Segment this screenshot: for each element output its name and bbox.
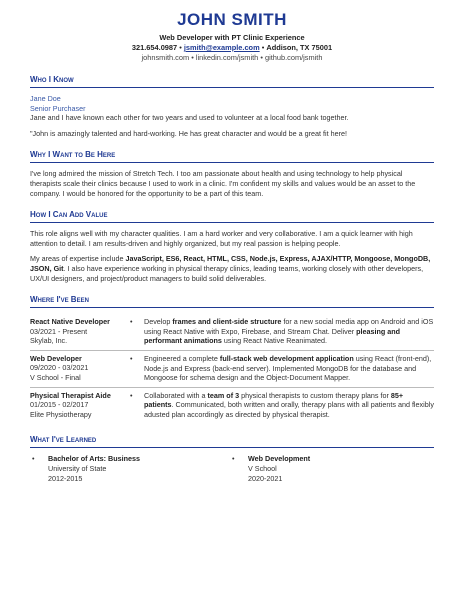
job-dates: 09/2020 - 03/2021 — [30, 363, 89, 373]
contact-line — [30, 43, 434, 53]
years: 2020-2021 — [248, 473, 283, 483]
job-dates: 01/2015 - 02/2017 — [30, 400, 89, 410]
job-entry — [30, 388, 434, 424]
job-entry — [30, 351, 434, 388]
value-paragraph-1: This role aligns well with my character qualities. I am a hard worker and very collaborative. I am a quick learner with high attention to detail. I am results-driven and highly organized, but my real passion is helping people. — [30, 229, 413, 248]
text: . Communicated, both written and orally, therapy plans with all patients and flexibly adusted plan accordingly as directed by physical therapist. — [144, 400, 434, 419]
section-title: What I've Learned — [30, 435, 434, 448]
job-entry — [30, 314, 434, 351]
highlight: team of 3 — [207, 390, 240, 400]
job-dates: 03/2021 - Present — [30, 326, 88, 336]
section-title: Why I Want to Be Here — [30, 150, 434, 163]
job-title: Physical Therapist Aide — [30, 390, 111, 400]
highlight: full-stack web development application — [219, 353, 354, 363]
text: using React Native Reanimated. — [221, 336, 327, 346]
resume-header — [30, 10, 434, 63]
section-title: Who I Know — [30, 75, 434, 88]
skills-list: JavaScript, ES6, React, HTML, CSS, Node.js, Express, AJAX/HTTP, Mongoose, MongoDB, JSON, Git — [30, 254, 431, 273]
section-title: How I Can Add Value — [30, 210, 434, 223]
email-link[interactable]: jsmith@example.com — [183, 43, 260, 52]
years: 2012-2015 — [48, 473, 83, 483]
text: physical therapists to custom therapy plans for — [239, 390, 391, 400]
separator: • — [259, 43, 267, 52]
reference-quote: "John is amazingly talented and hard-working. He has great character and would be a great fit here! — [30, 128, 347, 138]
bullet-icon: • — [130, 353, 133, 363]
separator: • — [177, 43, 184, 52]
degree: Web Development — [248, 454, 311, 464]
section-why-here — [30, 150, 434, 198]
bullet-icon: • — [130, 317, 133, 327]
text: for a new social media app on Android and iOS using React Native with Expo, Firebase, and Stream Chat. Deliver — [144, 317, 434, 336]
highlight: frames and client-side structure — [172, 317, 282, 327]
bullet-icon: • — [130, 390, 133, 400]
reference-relation: Jane and I have known each other for two years and used to volunteer at a local food bank together. — [30, 113, 349, 123]
phone-number: 321.654.0987 — [131, 43, 178, 52]
job-org: Elite Physiotherapy — [30, 409, 92, 419]
job-description — [144, 317, 434, 346]
text: My areas of expertise include — [30, 254, 126, 264]
text: Develop — [144, 317, 173, 327]
education-item — [30, 454, 230, 483]
highlight: 85+ patients — [144, 390, 404, 410]
section-education — [30, 435, 434, 483]
web-links[interactable]: johnsmith.com • linkedin.com/jsmith • github.com/jsmith — [141, 53, 323, 62]
school: V School — [248, 464, 277, 474]
job-title: React Native Developer — [30, 317, 110, 327]
section-experience — [30, 295, 434, 423]
location: Addison, TX 75001 — [266, 43, 333, 52]
job-org: V School - Final — [30, 372, 81, 382]
why-paragraph: I've long admired the mission of Stretch Tech. I too am passionate about health and using technology to help physical therapists scale their clinics because I used to work in a clinic. I'm confident my skills and values would be an asset to the company. I would be honored for the opportunity to be a part of this team. — [30, 169, 416, 198]
text: using React (front-end), Node.js and Express (back-end server). Implemented MongoDB for the database and Mongoose for schema design and the Object-Document Mapper. — [144, 353, 432, 383]
text: . I also have experience working in physical therapy clinics, leading teams, working closely with other developers, UX/UI designers, and project/product managers to build solid deliverables. — [30, 263, 424, 283]
job-org: Skylab, Inc. — [30, 335, 68, 345]
section-title: Where I've Been — [30, 295, 434, 308]
text: Collaborated with a — [144, 390, 208, 400]
bullet-icon: • — [32, 454, 35, 464]
section-add-value — [30, 210, 434, 283]
education-item — [230, 454, 430, 483]
candidate-tagline: Web Developer with PT Clinic Experience — [159, 33, 305, 42]
school: University of State — [48, 464, 107, 474]
section-who-i-know — [30, 75, 434, 138]
bullet-icon: • — [232, 454, 235, 464]
job-title: Web Developer — [30, 353, 82, 363]
degree: Bachelor of Arts: Business — [48, 454, 140, 464]
reference-role: Senior Purchaser — [30, 103, 86, 113]
candidate-name: JOHN SMITH — [177, 10, 287, 29]
job-description — [144, 354, 434, 383]
highlight: pleasing and performant animations — [144, 326, 401, 346]
job-description — [144, 391, 434, 420]
text: Engineered a complete — [144, 353, 220, 363]
education-list — [30, 454, 434, 483]
reference-name: Jane Doe — [30, 94, 61, 103]
value-paragraph-2 — [30, 254, 434, 283]
